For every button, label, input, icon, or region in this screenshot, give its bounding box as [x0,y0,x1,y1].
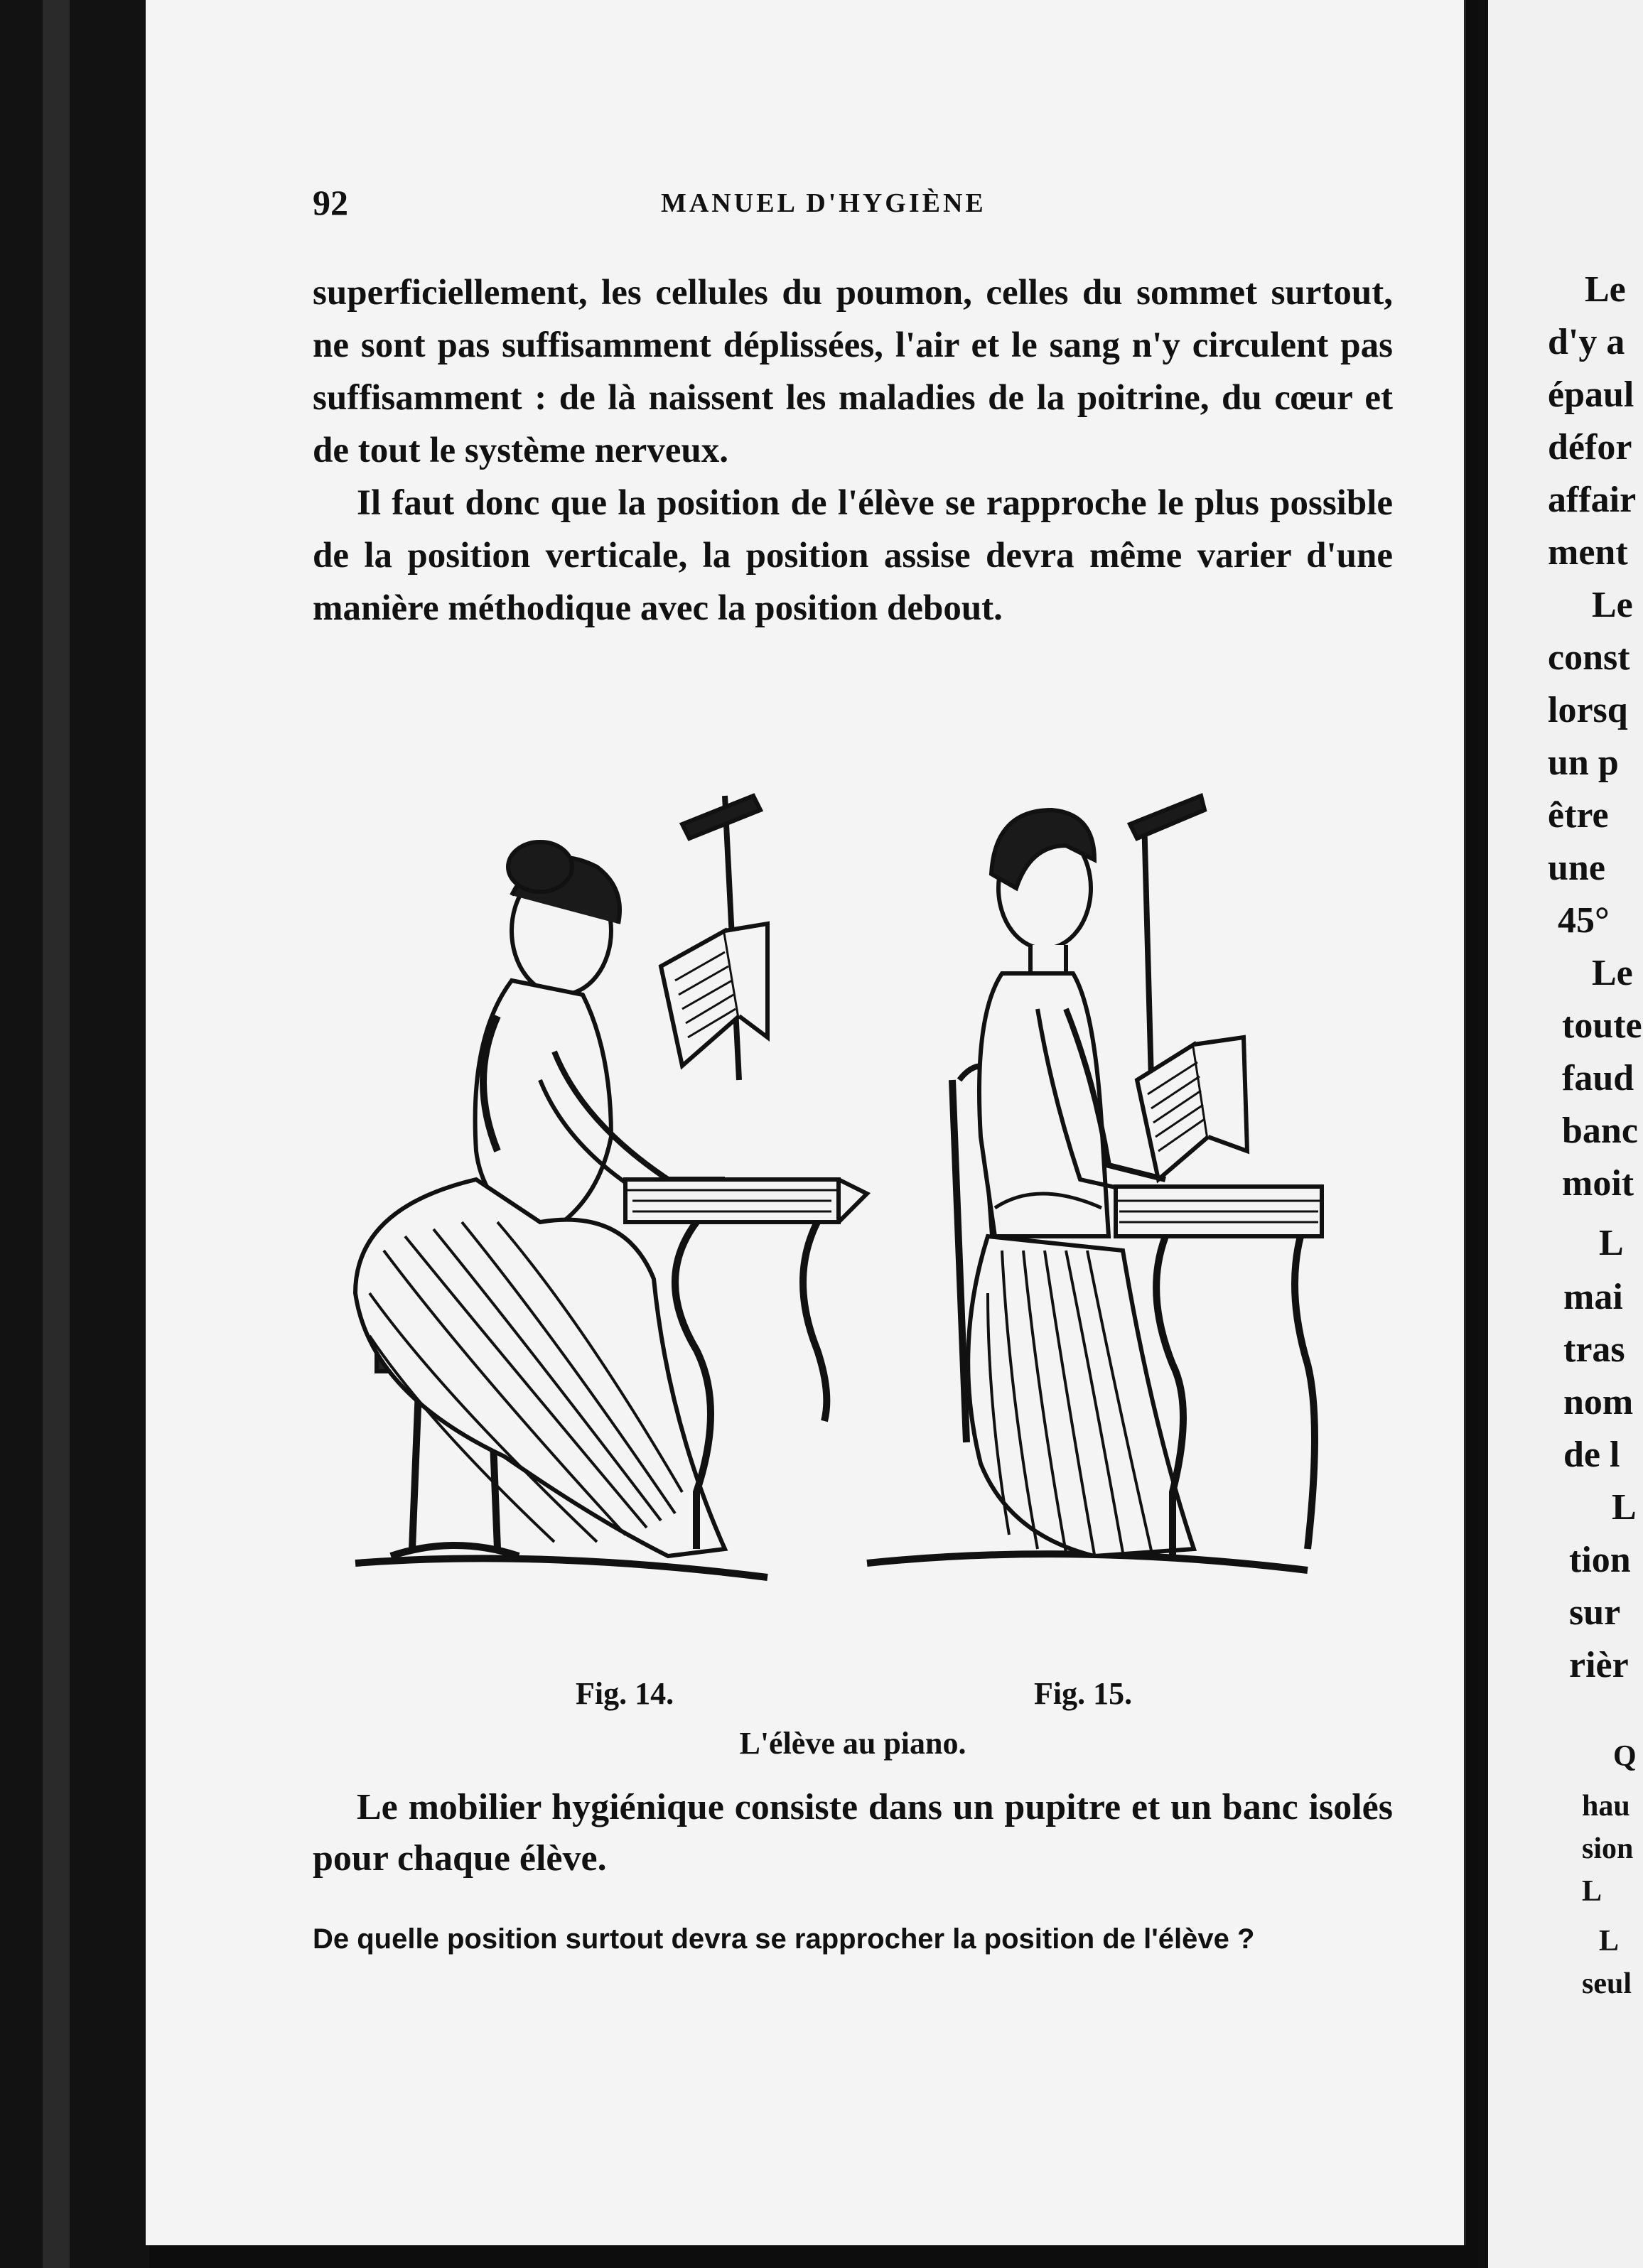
next-fragment: tras [1563,1329,1625,1370]
next-fragment: moit [1562,1163,1634,1204]
figure-14-label: Fig. 14. [576,1676,674,1711]
next-fragment: seul [1582,1967,1632,2000]
next-fragment: affair [1548,480,1637,520]
next-fragment: épaul [1548,374,1634,415]
next-fragment: Le [1585,269,1626,310]
figure-15-upright-student [867,796,1322,1570]
page-header [313,182,1393,225]
review-question: De quelle position surtout devra se rapprocher la position de l'élève ? [313,1923,1255,1955]
paragraph-1: superficiellement, les cellules du poumon, celles du sommet surtout, ne sont pas suffisamment déplissées, l'air et le sang n'y circulent pas suffisamment : de là naissent les maladies de la poitrine, du cœur et de tout le système nerveux. [313,273,1393,470]
next-fragment: être [1548,795,1609,836]
next-fragment: banc [1562,1111,1638,1151]
running-title: MANUEL D'HYGIÈNE [661,188,986,218]
next-fragment: 45° [1558,900,1610,941]
next-fragment: tion [1569,1540,1631,1580]
next-fragment: défor [1548,427,1632,468]
page-number: 92 [313,183,348,222]
next-fragment: faud [1562,1058,1634,1098]
paragraph-2: Il faut donc que la position de l'élève se rapproche le plus possible de la position verticale, la position assise devra même varier d'une manière méthodique avec la position debout. [313,483,1393,628]
next-fragment: L [1599,1223,1624,1263]
next-fragment: une [1548,848,1605,888]
next-fragment: L [1599,1925,1620,1958]
next-fragment: de l [1563,1435,1620,1475]
next-fragment: nom [1563,1382,1634,1422]
next-fragment: Q [1613,1740,1637,1773]
next-fragment: hau [1582,1790,1630,1822]
next-fragment: Le [1592,953,1633,993]
figure-caption: L'élève au piano. [739,1726,966,1761]
next-fragment: L [1582,1875,1602,1908]
next-fragment: L [1612,1487,1637,1528]
next-fragment: sion [1582,1832,1634,1865]
next-page-text [1492,0,1643,2268]
body-text [313,266,1393,634]
next-fragment: Le [1592,585,1633,625]
piano-illustration [327,782,1364,1627]
next-fragment: toute [1562,1005,1642,1046]
next-fragment: lorsq [1548,690,1628,730]
figure-14-seated-student [355,796,867,1577]
next-fragment: mai [1563,1277,1623,1317]
next-fragment: d'y a [1548,322,1625,362]
binding-margin [0,0,149,2268]
next-fragment: sur [1569,1592,1621,1633]
next-fragment: un p [1548,742,1619,783]
binding-strip [43,0,70,2268]
paragraph-mobilier: Le mobilier hygiénique consiste dans un pupitre et un banc isolés pour chaque élève. [313,1787,1393,1879]
figure-15-label: Fig. 15. [1034,1676,1133,1711]
next-fragment: rièr [1569,1645,1629,1685]
next-fragment: const [1548,637,1630,678]
next-fragment: ment [1548,532,1628,573]
